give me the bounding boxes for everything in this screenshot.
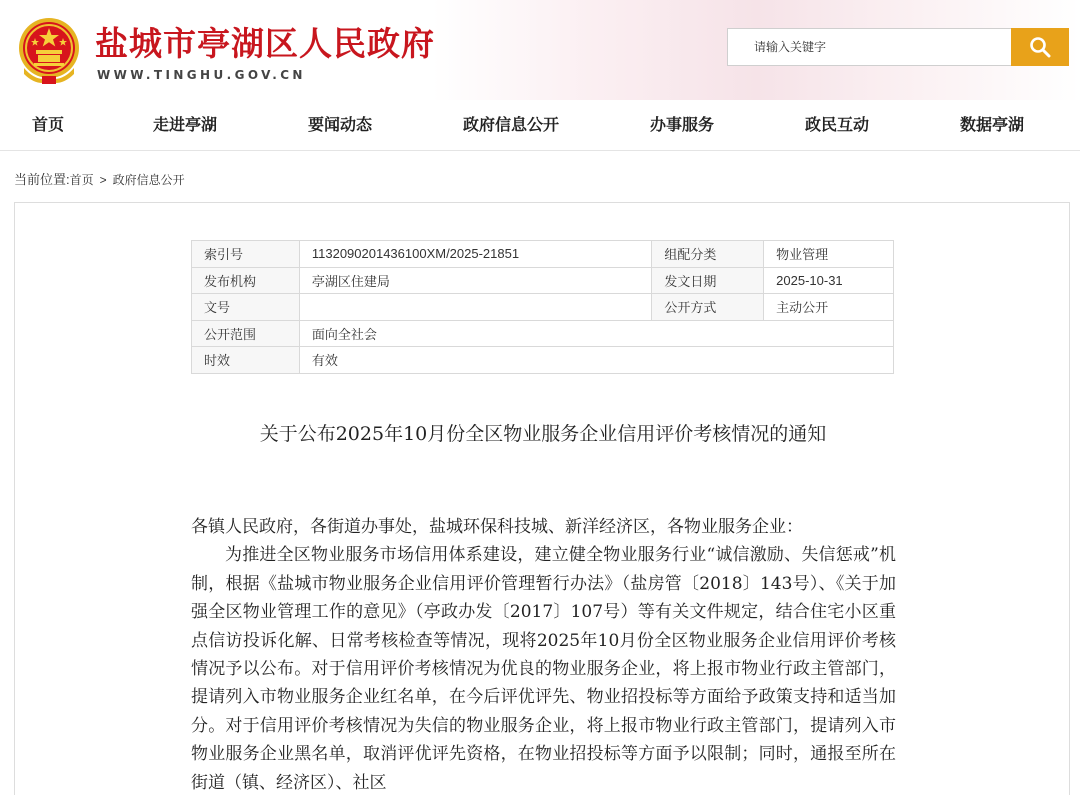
table-row <box>192 320 894 347</box>
meta-publisher-label: 发布机构 <box>192 267 300 294</box>
meta-scope-label: 公开范围 <box>192 320 300 347</box>
meta-method-label: 公开方式 <box>652 294 764 321</box>
nav-item-interaction[interactable]: 政民互动 <box>805 117 870 134</box>
table-row <box>192 241 894 268</box>
article-body <box>191 513 896 795</box>
meta-validity-label: 时效 <box>192 347 300 374</box>
meta-method-value: 主动公开 <box>764 294 894 321</box>
nav-item-about-tinghu[interactable]: 走进亭湖 <box>153 117 218 134</box>
search-icon <box>1029 36 1051 58</box>
nav-item-services[interactable]: 办事服务 <box>650 117 715 134</box>
breadcrumb-separator: > <box>99 173 107 187</box>
breadcrumb-label: 当前位置: <box>14 172 70 187</box>
meta-category-value: 物业管理 <box>764 241 894 268</box>
breadcrumb <box>14 169 185 188</box>
meta-index-label: 索引号 <box>192 241 300 268</box>
search-button[interactable] <box>1011 28 1069 66</box>
national-emblem-icon <box>16 16 82 86</box>
search-box <box>727 28 1012 66</box>
site-url: WWW.TINGHU.GOV.CN <box>97 68 306 82</box>
search-input[interactable] <box>728 29 1011 65</box>
meta-scope-value: 面向全社会 <box>299 320 893 347</box>
article-panel <box>14 202 1070 795</box>
article-paragraph: 为推进全区物业服务市场信用体系建设，建立健全物业服务行业“诚信激励、失信惩戒”机制，根据《盐城市物业服务企业信用评价管理暂行办法》（盐房管〔2018〕143号）、《关于加强全区物业管理工作的意见》（亭政办发〔2017〕107号）等有关文件规定，结合住宅小区重点信访投诉化解、日常考核检查等情况，现将2025年10月份全区物业服务企业信用评价考核情况予以公布。对于信用评价考核情况为优良的物业服务企业，将上报市物业行政主管部门，提请列入市物业服务企业红名单，在今后评优评先、物业招投标等方面给予政策支持和适当加分。对于信用评价考核情况为失信的物业服务企业，将上报市物业行政主管部门，提请列入市物业服务企业黑名单，取消评优评先资格，在物业招投标等方面予以限制；同时，通报至所在街道（镇、经济区）、社区 <box>191 545 896 793</box>
breadcrumb-home-link[interactable]: 首页 <box>69 173 94 187</box>
meta-validity-value: 有效 <box>299 347 893 374</box>
nav-item-gov-info[interactable]: 政府信息公开 <box>463 117 560 134</box>
meta-date-label: 发文日期 <box>652 267 764 294</box>
article-salutation: 各镇人民政府，各街道办事处，盐城环保科技城、新洋经济区，各物业服务企业： <box>191 517 803 537</box>
table-row <box>192 347 894 374</box>
meta-docno-label: 文号 <box>192 294 300 321</box>
meta-category-label: 组配分类 <box>652 241 764 268</box>
nav-item-home[interactable]: 首页 <box>32 117 65 134</box>
meta-docno-value <box>299 294 651 321</box>
table-row <box>192 267 894 294</box>
meta-date-value: 2025-10-31 <box>764 267 894 294</box>
meta-index-value: 1132090201436100XM/2025-21851 <box>299 241 651 268</box>
nav-item-data[interactable]: 数据亭湖 <box>960 117 1025 134</box>
table-row <box>192 294 894 321</box>
site-header <box>0 0 1080 100</box>
site-title: 盐城市亭湖区人民政府 <box>95 25 435 62</box>
meta-publisher-value: 亭湖区住建局 <box>299 267 651 294</box>
article-title: 关于公布2025年10月份全区物业服务企业信用评价考核情况的通知 <box>259 423 827 445</box>
nav-divider <box>0 150 1080 151</box>
main-nav <box>0 106 1080 146</box>
nav-item-news[interactable]: 要闻动态 <box>308 117 373 134</box>
breadcrumb-current-link[interactable]: 政府信息公开 <box>112 173 185 187</box>
metadata-table <box>191 240 894 374</box>
